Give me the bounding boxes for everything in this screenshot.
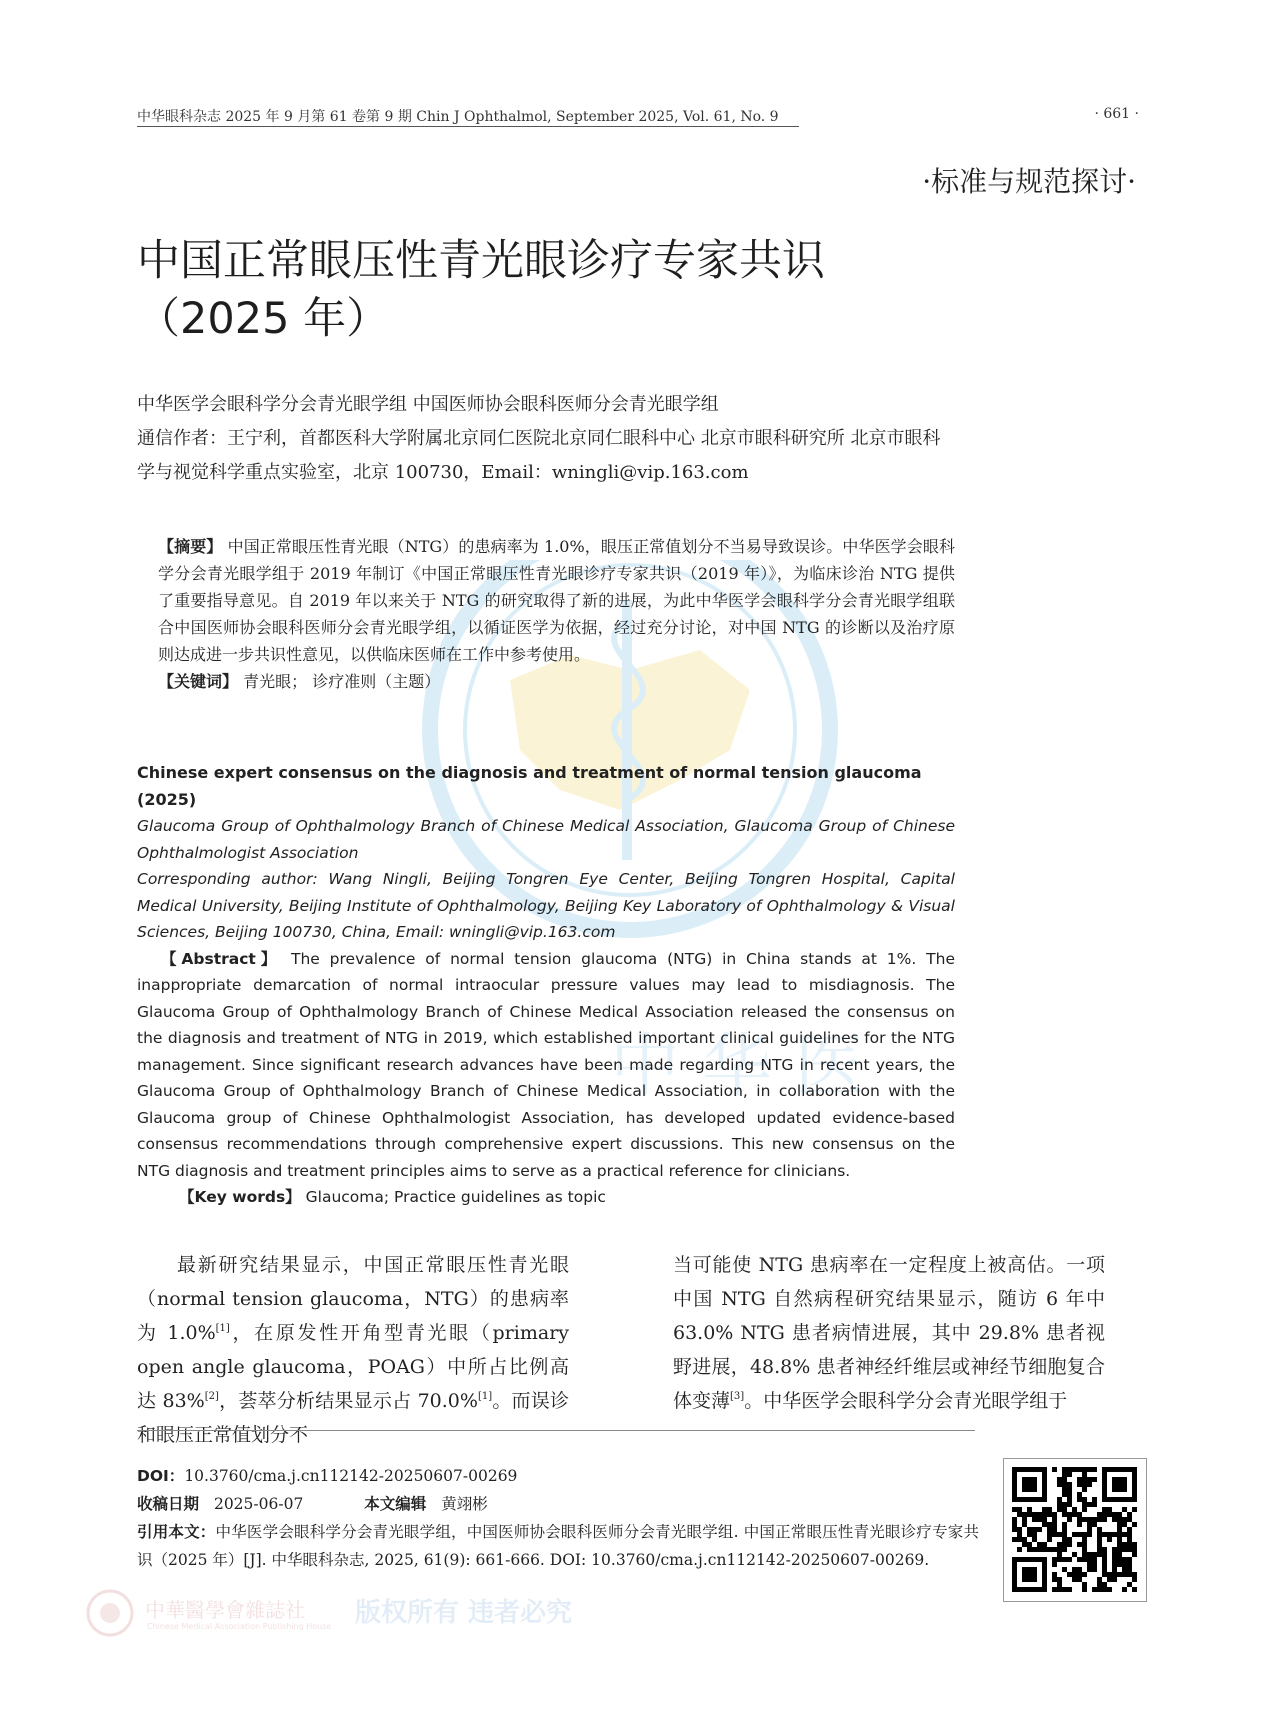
body-text: 。而误诊和眼压正常值划分不 xyxy=(137,1390,569,1446)
article-metadata xyxy=(137,1462,979,1574)
received-line xyxy=(137,1490,979,1518)
author-groups: 中华医学会眼科学分会青光眼学组 中国医师协会眼科医师分会青光眼学组 xyxy=(137,394,719,415)
qr-code[interactable] xyxy=(1003,1458,1147,1602)
citation-ref[interactable]: [3] xyxy=(730,1391,745,1402)
en-corresponding: Corresponding author: Wang Ningli, Beijing Tongren Eye Center, Beijing Tongren Hospital, Capital Medical University, Beijing Institute of Ophthalmology, Beijing Key Laboratory of Ophthalmology & Visual Sciences, Beijing 100730, China, Email: wningli@vip.163.com xyxy=(137,870,955,941)
body-column-left xyxy=(137,1248,569,1452)
author-block xyxy=(137,388,957,490)
corresponding-author: 通信作者：王宁利，首都医科大学附属北京同仁医院北京同仁眼科中心 北京市眼科研究所 北京市眼科学与视觉科学重点实验室，北京 100730，Email：wningli@vip.163.com xyxy=(137,428,941,483)
publisher-watermark xyxy=(85,1588,605,1638)
body-text: 当可能使 NTG 患病率在一定程度上被高估。一项中国 NTG 自然病程研究结果显示，随访 6 年中 63.0% NTG 患者病情进展，其中 29.8% 患者视野进展，48.8% 患者神经纤维层或神经节细胞复合体变薄 xyxy=(673,1254,1105,1412)
page-number: · 661 · xyxy=(1094,106,1139,122)
doi-line xyxy=(137,1462,979,1490)
en-keywords-text: Glaucoma; Practice guidelines as topic xyxy=(305,1188,606,1206)
running-head-text: 中华眼科杂志 2025 年 9 月第 61 卷第 9 期 Chin J Ophthalmol, September 2025, Vol. 61, No. 9 xyxy=(137,109,779,125)
editor-name: 黄翊彬 xyxy=(441,1495,488,1513)
body-column-right xyxy=(673,1248,1105,1418)
en-keywords xyxy=(137,1184,955,1211)
cn-keywords xyxy=(158,668,955,695)
publisher-logo-icon xyxy=(85,1588,135,1638)
citation-ref[interactable]: [1] xyxy=(215,1323,230,1334)
cn-abstract-paragraph xyxy=(158,533,955,668)
footnote-divider xyxy=(137,1430,975,1431)
body-text: 最新研究结果显示，中国正常眼压性青光眼（normal tension glaucoma，NTG）的患病率为 1.0% xyxy=(137,1254,569,1344)
body-text: ，在原发性开角型青光眼（primary open angle glaucoma，POAG）中所占比例高达 83% xyxy=(137,1322,570,1412)
header-rule xyxy=(137,126,799,127)
chinese-abstract xyxy=(158,533,955,695)
en-groups: Glaucoma Group of Ophthalmology Branch of Chinese Medical Association, Glaucoma Group of Chinese Ophthalmologist Association xyxy=(137,817,955,862)
cite-label: 引用本文： xyxy=(137,1523,216,1541)
en-abstract-label: 【Abstract】 xyxy=(161,949,282,968)
running-header xyxy=(137,106,1147,130)
cn-abstract-label: 【摘要】 xyxy=(158,537,223,556)
svg-text:中 华 医 学 会: 中 华 医 xyxy=(610,1025,865,1107)
doi-label: DOI： xyxy=(137,1467,185,1485)
citation-ref[interactable]: [2] xyxy=(204,1391,219,1402)
en-keywords-label: 【Key words】 xyxy=(179,1188,301,1206)
received-label: 收稿日期 xyxy=(137,1495,200,1513)
publisher-name-en: Chinese Medical Association Publishing House xyxy=(147,1622,332,1631)
citation-line xyxy=(137,1518,979,1574)
doi-link[interactable]: 10.3760/cma.j.cn112142-20250607-00269 xyxy=(184,1467,518,1485)
section-tag: ·标准与规范探讨· xyxy=(922,165,1136,198)
received-date: 2025-06-07 xyxy=(213,1495,304,1513)
article-title xyxy=(137,232,897,348)
body-text: ，荟萃分析结果显示占 70.0% xyxy=(218,1390,478,1412)
publisher-name: 中華醫學會雜誌社 xyxy=(145,1598,305,1622)
cite-text: 中华医学会眼科学分会青光眼学组，中国医师协会眼科医师分会青光眼学组. 中国正常眼压性青光眼诊疗专家共识（2025 年）[J]. 中华眼科杂志, 2025, 61(9): 661-666. DOI: 10.3760/cma.j.cn112142-20250607-00269. xyxy=(137,1523,979,1569)
copyright-notice: 版权所有 违者必究 xyxy=(355,1598,573,1628)
title-line-2: （2025 年） xyxy=(137,294,390,344)
body-text: 。中华医学会眼科学分会青光眼学组于 xyxy=(744,1390,1068,1412)
cn-keywords-text: 青光眼； 诊疗准则（主题） xyxy=(243,672,441,691)
cn-keywords-label: 【关键词】 xyxy=(158,672,239,691)
english-abstract-block xyxy=(137,760,955,1211)
citation-ref[interactable]: [1] xyxy=(477,1391,493,1402)
editor-label: 本文编辑 xyxy=(364,1495,427,1513)
en-abstract-text: The prevalence of normal tension glaucoma (NTG) in China stands at 1%. The inappropriate demarcation of normal intraocular pressure values may lead to misdiagnosis. The Glaucoma Group of Ophthalmology Branch of Chinese Medical Association released the consensus on the diagnosis and treatment of NTG in 2019, which established important clinical guidelines for the NTG management. Since significant research advances have been made regarding NTG in recent years, the Glaucoma Group of Ophthalmology Branch of Chinese Medical Association, in collaboration with the Glaucoma group of Chinese Ophthalmologist Association, has developed updated evidence-based consensus recommendations through comprehensive expert discussions. This new consensus on the NTG diagnosis and treatment principles aims to serve as a practical reference for clinicians. xyxy=(137,949,955,1180)
en-abstract xyxy=(137,946,955,1185)
qr-code-image xyxy=(1004,1459,1146,1601)
title-line-1: 中国正常眼压性青光眼诊疗专家共识 xyxy=(137,236,825,286)
en-title: Chinese expert consensus on the diagnosis and treatment of normal tension glaucoma (2025) xyxy=(137,763,922,809)
cn-abstract-text: 中国正常眼压性青光眼（NTG）的患病率为 1.0%，眼压正常值划分不当易导致误诊。中华医学会眼科学分会青光眼学组于 2019 年制订《中国正常眼压性青光眼诊疗专家共识（2019 年）》，为临床诊治 NTG 提供了重要指导意见。自 2019 年以来关于 NTG 的研究取得了新的进展，为此中华医学会眼科学分会青光眼学组联合中国医师协会眼科医师分会青光眼学组，以循证医学为依据，经过充分讨论，对中国 NTG 的诊断以及治疗原则达成进一步共识性意见，以供临床医师在工作中参考使用。 xyxy=(158,537,955,664)
